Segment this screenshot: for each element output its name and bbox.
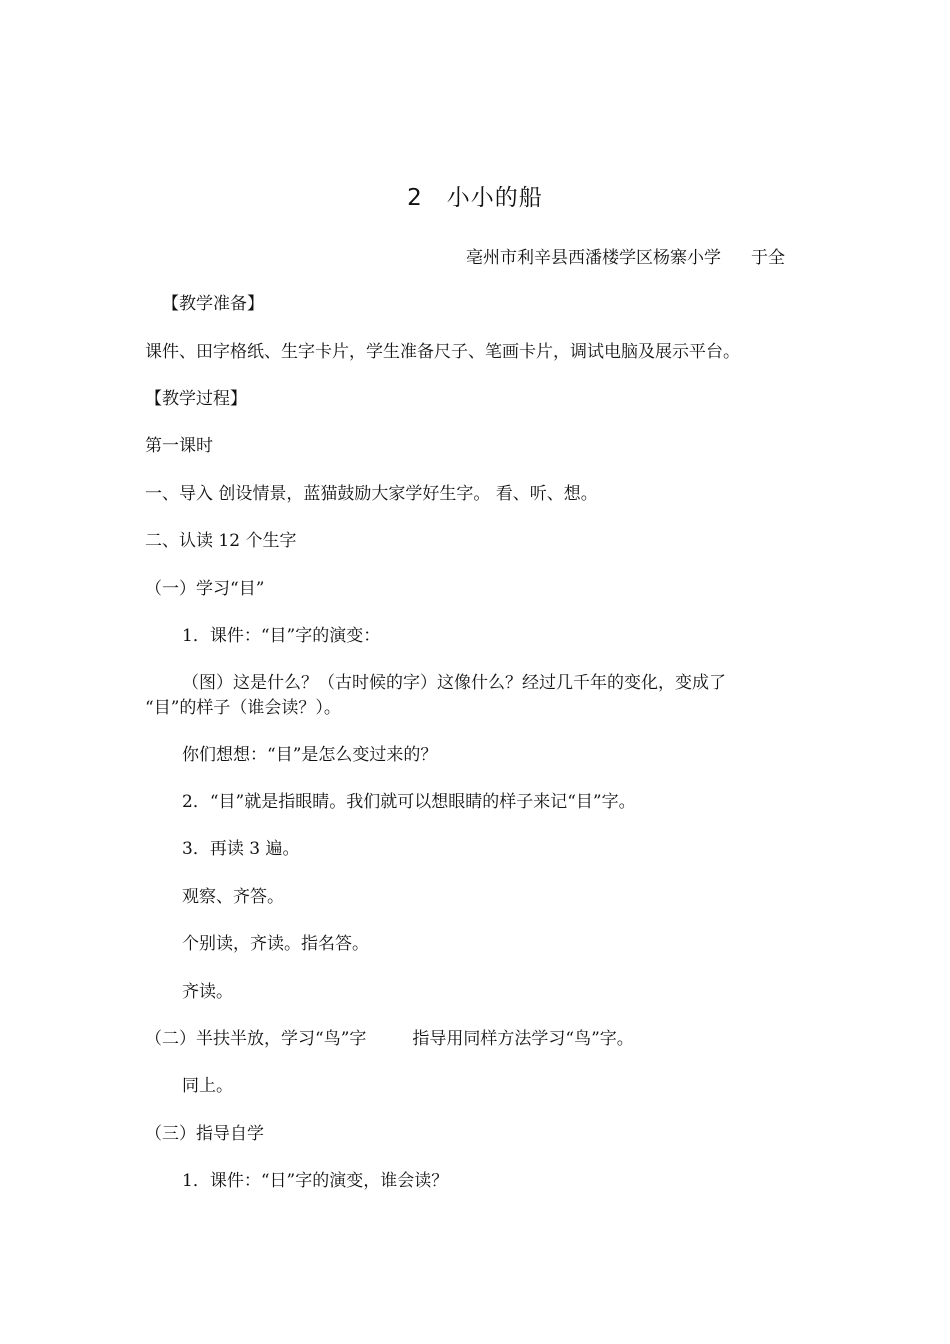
section-heading-preparation: 【教学准备】: [162, 294, 264, 314]
lesson-heading: 第一课时: [145, 436, 213, 456]
part-one-item-2: 2．“目”就是指眼睛。我们就可以想眼睛的样子来记“目”字。: [182, 792, 636, 812]
preparation-text: 课件、田字格纸、生字卡片，学生准备尺子、笔画卡片，调试电脑及展示平台。: [145, 342, 740, 362]
part-one-item-1: 1．课件：“目”字的演变：: [182, 626, 381, 646]
author-line: [466, 246, 785, 270]
step-one: 一、导入 创设情景，蓝猫鼓励大家学好生字。 看、听、想。: [145, 484, 598, 504]
part-two-guidance: 指导用同样方法学习“鸟”字。: [412, 1029, 634, 1049]
part-one-read: 个别读，齐读。指名答。: [182, 934, 369, 954]
part-one-figure-line-2: “目”的样子（谁会读？）。: [145, 698, 341, 718]
author-name: 于全: [751, 248, 785, 268]
part-two-title: （二）半扶半放，学习“鸟”字: [145, 1029, 367, 1049]
step-two: 二、认读 12 个生字: [145, 531, 297, 551]
part-one-item-3: 3．再读 3 遍。: [182, 839, 300, 859]
part-two-heading: [145, 1027, 634, 1051]
part-one-figure-line-1: （图）这是什么？（古时候的字）这像什么？经过几千年的变化，变成了: [182, 673, 726, 693]
part-one-read-all: 齐读。: [182, 982, 233, 1002]
section-heading-process: 【教学过程】: [145, 389, 247, 409]
part-one-heading: （一）学习“目”: [145, 579, 265, 599]
part-three-item-1: 1．课件：“日”字的演变，谁会读？: [182, 1171, 449, 1191]
part-one-observe: 观察、齐答。: [182, 887, 284, 907]
part-one-question: 你们想想：“目”是怎么变过来的？: [182, 745, 438, 765]
part-three-heading: （三）指导自学: [145, 1124, 264, 1144]
document-title: 2 小小的船: [407, 185, 543, 211]
author-school: 亳州市利辛县西潘楼学区杨寨小学: [466, 248, 721, 268]
part-two-same: 同上。: [182, 1076, 233, 1096]
